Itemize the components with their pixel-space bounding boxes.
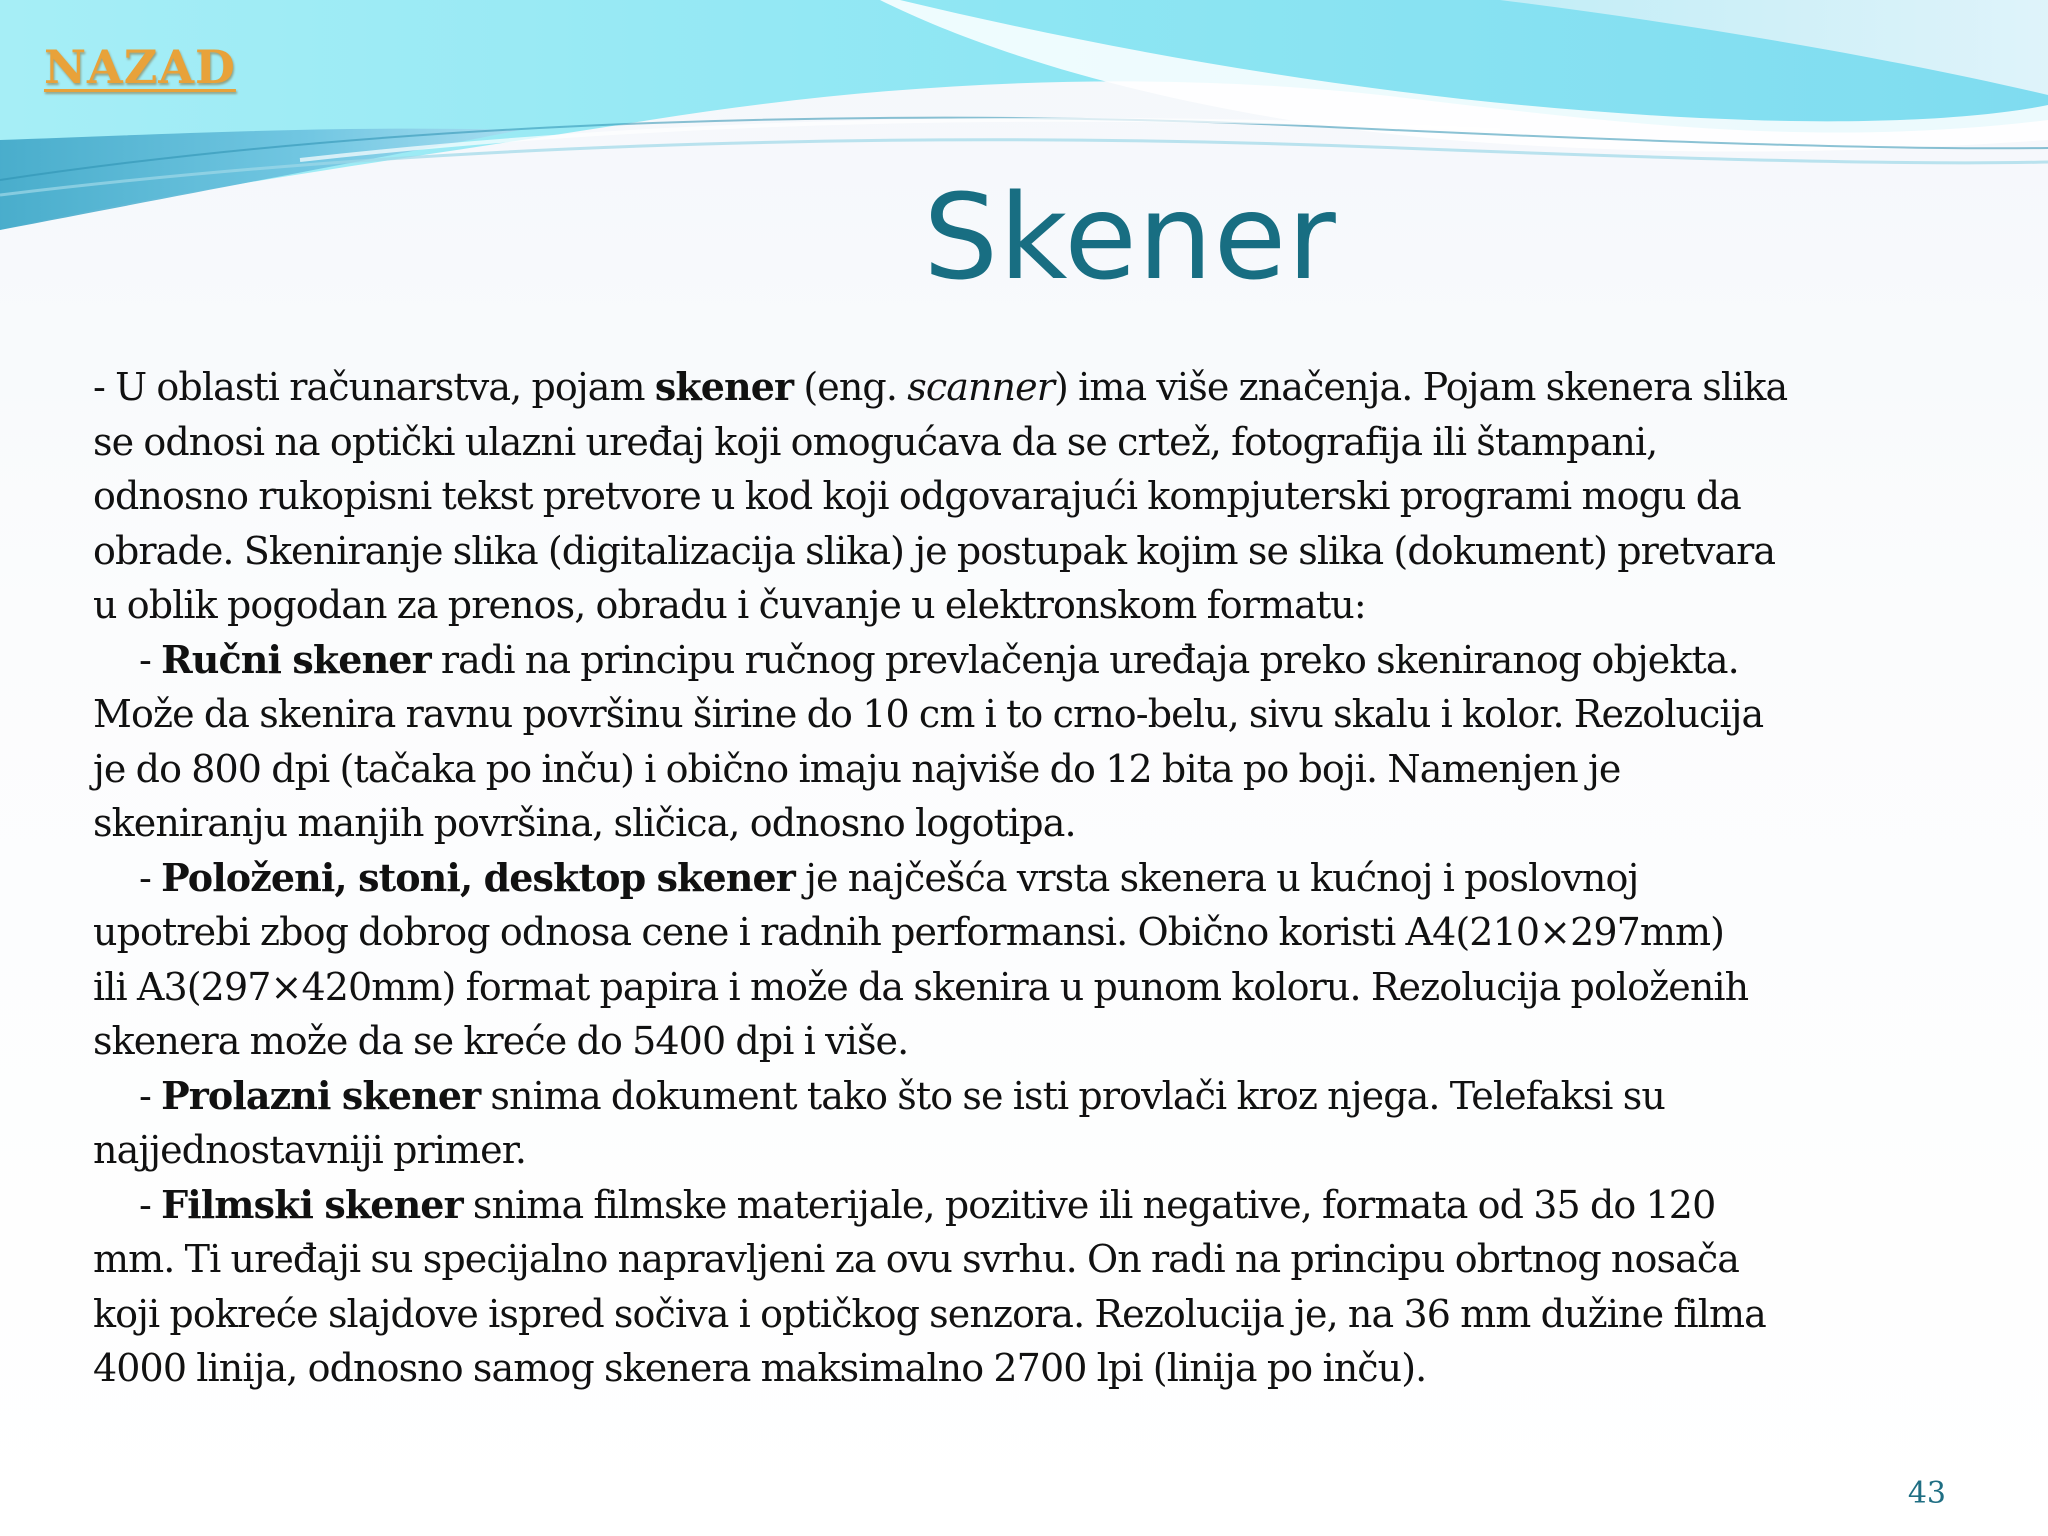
list-dash: - [139, 855, 162, 900]
text-line: 4000 linija, odnosno samog skenera maksimalno 2700 lpi (linija po inču). [93, 1346, 1427, 1390]
text-segment: (eng. [793, 365, 908, 409]
text-line: je do 800 dpi (tačaka po inču) i obično imaju najviše do 12 bita po boji. Namenjen je [93, 746, 1621, 791]
slide-title: Skener [923, 168, 1337, 306]
text-line [93, 633, 1973, 688]
text-segment: radi na principu ručnog prevlačenja uređaja preko skeniranog objekta. [430, 637, 1739, 682]
text-line: upotrebi zbog dobrog odnosa cene i radnih performansi. Obično koristi A4(210×297mm) [93, 910, 1725, 954]
back-link[interactable]: NAZAD [44, 40, 236, 94]
page-number: 43 [1907, 1476, 1946, 1511]
text-line: mm. Ti uređaji su specijalno napravljeni za ovu svrhu. On radi na principu obrtnog nosača [93, 1237, 1739, 1281]
list-dash: - [139, 637, 162, 682]
text-line: u oblik pogodan za prenos, obradu i čuvanje u elektronskom formatu: [93, 583, 1366, 627]
text-line: se odnosi na optički ulazni uređaj koji omogućava da se crtež, fotografija ili štampani, [93, 419, 1658, 464]
text-segment: ) ima više značenja. Pojam skenera slika [1053, 365, 1788, 409]
term-skener: skener [654, 364, 794, 409]
text-line: koji pokreće slajdove ispred sočiva i optičkog senzora. Rezolucija je, na 36 mm dužine filma [93, 1291, 1766, 1336]
text-segment: - U oblasti računarstva, pojam [93, 365, 655, 409]
text-line: skeniranju manjih površina, sličica, odnosno logotipa. [93, 801, 1076, 845]
text-line: skenera može da se kreće do 5400 dpi i više. [93, 1019, 909, 1063]
text-segment: snima dokument tako što se isti provlači kroz njega. Telefaksi su [480, 1073, 1665, 1118]
term-prolazni-skener: Prolazni skener [161, 1072, 481, 1118]
term-filmski-skener: Filmski skener [161, 1181, 463, 1227]
text-line [93, 851, 1973, 906]
text-segment: je najčešća vrsta skenera u kućnoj i poslovnoj [794, 855, 1639, 900]
text-line [93, 1178, 1973, 1233]
term-scanner: scanner [907, 365, 1054, 409]
text-line: najjednostavniji primer. [93, 1128, 527, 1172]
list-dash: - [139, 1182, 162, 1227]
text-line: ili A3(297×420mm) format papira i može da skenira u punom koloru. Rezolucija položenih [93, 964, 1749, 1009]
text-line: obrade. Skeniranje slika (digitalizacija slika) je postupak kojim se slika (dokument) pretvara [93, 528, 1776, 573]
text-line: odnosno rukopisni tekst pretvore u kod koji odgovarajući kompjuterski programi mogu da [93, 474, 1741, 518]
text-line: Može da skenira ravnu površinu širine do 10 cm i to crno-belu, sivu skalu i kolor. Rezolucija [93, 692, 1764, 736]
text-segment: snima filmske materijale, pozitive ili negative, formata od 35 do 120 [462, 1182, 1716, 1227]
text-line [93, 360, 1973, 415]
term-rucni-skener: Ručni skener [161, 636, 431, 682]
term-polozeni-skener: Položeni, stoni, desktop skener [161, 854, 795, 900]
list-dash: - [139, 1073, 162, 1118]
slide-body [93, 360, 1973, 1396]
text-line [93, 1069, 1973, 1124]
